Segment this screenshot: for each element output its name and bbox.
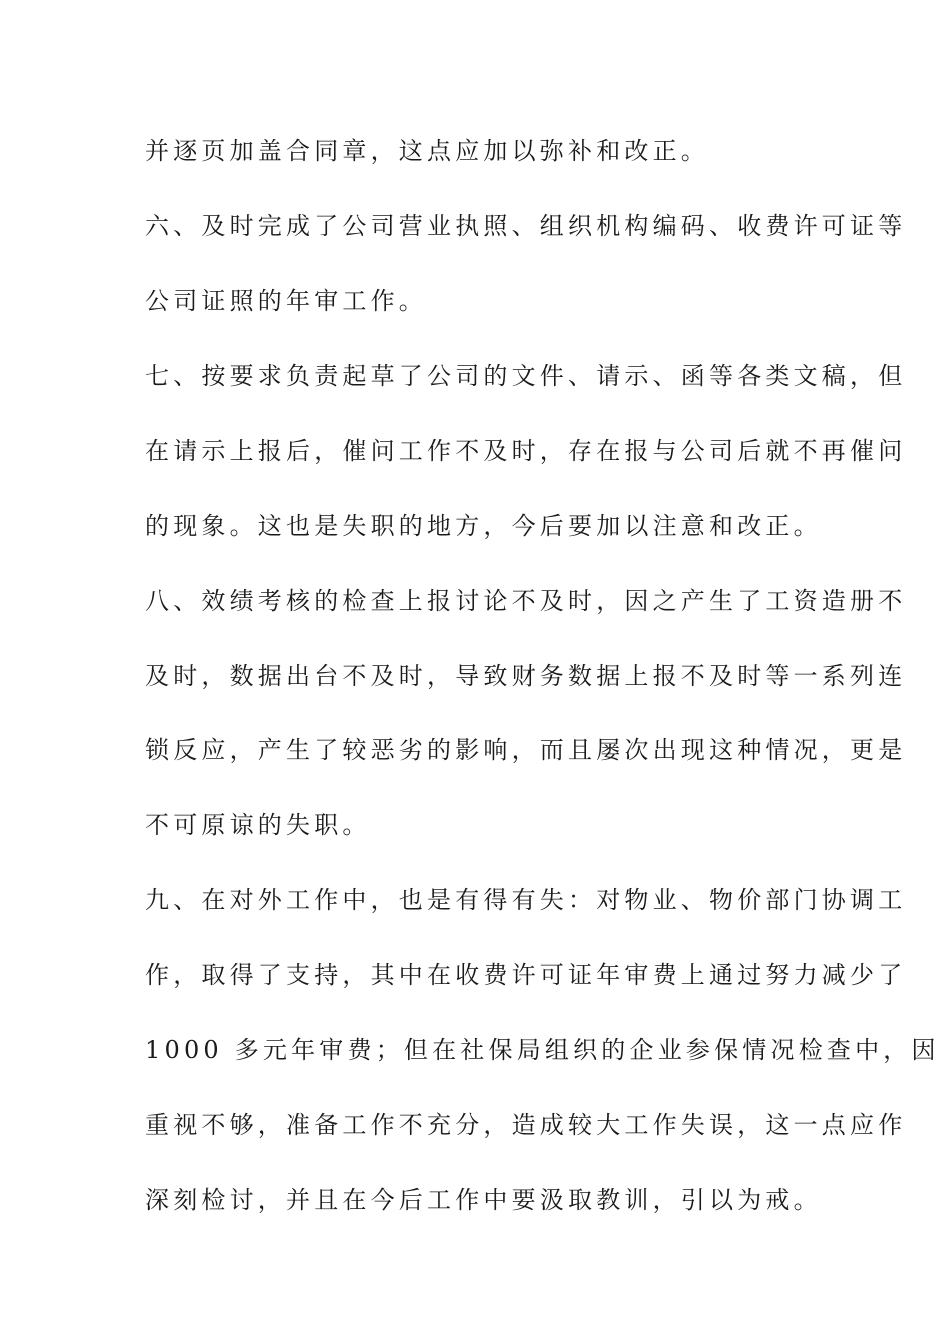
- text-line: 作，取得了支持，其中在收费许可证年审费上通过努力减少了: [145, 961, 907, 989]
- text-line: 公司证照的年审工作。: [145, 287, 427, 315]
- text-line: 七、按要求负责起草了公司的文件、请示、函等各类文稿，但: [145, 362, 907, 390]
- text-line: 九、在对外工作中，也是有得有失：对物业、物价部门协调工: [145, 886, 907, 914]
- text-line: 六、及时完成了公司营业执照、组织机构编码、收费许可证等: [145, 212, 907, 240]
- text-line: 1000 多元年审费；但在社保局组织的企业参保情况检查中，因: [145, 1036, 940, 1064]
- text-line: 在请示上报后，催问工作不及时，存在报与公司后就不再催问: [145, 437, 907, 465]
- text-line: 八、效绩考核的检查上报讨论不及时，因之产生了工资造册不: [145, 587, 907, 615]
- text-line: 深刻检讨，并且在今后工作中要汲取教训，引以为戒。: [145, 1186, 822, 1214]
- text-line: 锁反应，产生了较恶劣的影响，而且屡次出现这种情况，更是: [145, 736, 907, 764]
- text-line: 并逐页加盖合同章，这点应加以弥补和改正。: [145, 137, 709, 165]
- text-line: 及时，数据出台不及时，导致财务数据上报不及时等一系列连: [145, 662, 907, 690]
- text-line: 不可原谅的失职。: [145, 811, 371, 839]
- text-line: 的现象。这也是失职的地方，今后要加以注意和改正。: [145, 512, 822, 540]
- text-line: 重视不够，准备工作不充分，造成较大工作失误，这一点应作: [145, 1111, 907, 1139]
